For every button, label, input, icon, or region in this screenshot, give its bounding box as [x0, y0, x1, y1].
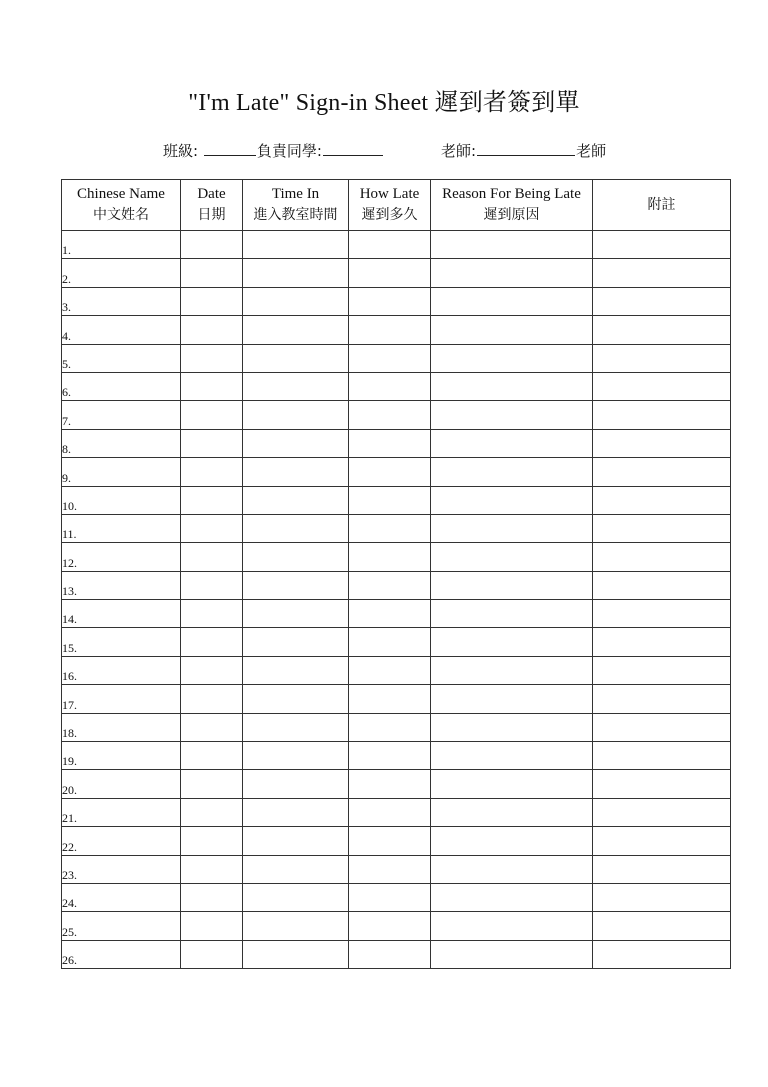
- teacher-label: 老師:: [441, 142, 477, 160]
- teacher-blank[interactable]: [477, 141, 575, 156]
- header-en: Reason For Being Late: [442, 186, 581, 202]
- reason-cell[interactable]: [431, 628, 593, 656]
- time-in-cell[interactable]: [243, 713, 349, 741]
- time-in-cell[interactable]: [243, 656, 349, 684]
- reason-cell[interactable]: [431, 458, 593, 486]
- date-cell[interactable]: [181, 486, 243, 514]
- table-row: [62, 372, 731, 400]
- how-late-cell[interactable]: [349, 316, 431, 344]
- reason-cell[interactable]: [431, 742, 593, 770]
- notes-cell[interactable]: [593, 770, 731, 798]
- header-en: Date: [197, 186, 226, 202]
- date-cell[interactable]: [181, 543, 243, 571]
- time-in-cell[interactable]: [243, 458, 349, 486]
- notes-cell[interactable]: [593, 514, 731, 542]
- time-in-cell[interactable]: [243, 685, 349, 713]
- reason-cell[interactable]: [431, 287, 593, 315]
- reason-cell[interactable]: [431, 912, 593, 940]
- date-cell[interactable]: [181, 514, 243, 542]
- header-row: [62, 180, 731, 231]
- header-notes: [593, 180, 731, 231]
- class-duty-line: [163, 140, 384, 161]
- how-late-cell[interactable]: [349, 372, 431, 400]
- table-row: [62, 259, 731, 287]
- notes-cell[interactable]: [593, 231, 731, 259]
- notes-cell[interactable]: [593, 259, 731, 287]
- time-in-cell[interactable]: [243, 770, 349, 798]
- row-number: 7.: [62, 401, 181, 429]
- date-cell[interactable]: [181, 372, 243, 400]
- sign-in-table: [61, 179, 731, 969]
- row-number: 5.: [62, 344, 181, 372]
- date-cell[interactable]: [181, 742, 243, 770]
- row-number: 14.: [62, 600, 181, 628]
- row-number: 24.: [62, 883, 181, 911]
- row-number: 15.: [62, 628, 181, 656]
- reason-cell[interactable]: [431, 486, 593, 514]
- row-number: 25.: [62, 912, 181, 940]
- notes-cell[interactable]: [593, 458, 731, 486]
- header-en: Chinese Name: [77, 186, 165, 202]
- class-label: 班級:: [163, 142, 199, 160]
- header-time-in: [243, 180, 349, 231]
- how-late-cell[interactable]: [349, 628, 431, 656]
- time-in-cell[interactable]: [243, 401, 349, 429]
- table-row: [62, 486, 731, 514]
- how-late-cell[interactable]: [349, 656, 431, 684]
- date-cell[interactable]: [181, 458, 243, 486]
- time-in-cell[interactable]: [243, 940, 349, 968]
- table-row: [62, 883, 731, 911]
- row-number: 1.: [62, 231, 181, 259]
- table-row: [62, 571, 731, 599]
- how-late-cell[interactable]: [349, 883, 431, 911]
- notes-cell[interactable]: [593, 855, 731, 883]
- header-reason: [431, 180, 593, 231]
- table-body: [62, 231, 731, 969]
- row-number: 20.: [62, 770, 181, 798]
- reason-cell[interactable]: [431, 372, 593, 400]
- notes-cell[interactable]: [593, 372, 731, 400]
- header-zh: 進入教室時間: [253, 207, 338, 223]
- row-number: 26.: [62, 940, 181, 968]
- row-number: 9.: [62, 458, 181, 486]
- notes-cell[interactable]: [593, 543, 731, 571]
- notes-cell[interactable]: [593, 827, 731, 855]
- header-zh: 日期: [197, 207, 226, 223]
- time-in-cell[interactable]: [243, 855, 349, 883]
- how-late-cell[interactable]: [349, 770, 431, 798]
- table-row: [62, 742, 731, 770]
- header-zh: 附註: [647, 196, 676, 213]
- how-late-cell[interactable]: [349, 458, 431, 486]
- notes-cell[interactable]: [593, 883, 731, 911]
- table-row: [62, 628, 731, 656]
- how-late-cell[interactable]: [349, 543, 431, 571]
- how-late-cell[interactable]: [349, 231, 431, 259]
- header-how-late: [349, 180, 431, 231]
- row-number: 6.: [62, 372, 181, 400]
- teacher-line: [441, 140, 606, 161]
- notes-cell[interactable]: [593, 742, 731, 770]
- how-late-cell[interactable]: [349, 514, 431, 542]
- reason-cell[interactable]: [431, 713, 593, 741]
- header-date: [181, 180, 243, 231]
- time-in-cell[interactable]: [243, 628, 349, 656]
- date-cell[interactable]: [181, 287, 243, 315]
- date-cell[interactable]: [181, 912, 243, 940]
- table-row: [62, 940, 731, 968]
- time-in-cell[interactable]: [243, 600, 349, 628]
- date-cell[interactable]: [181, 429, 243, 457]
- table-row: [62, 798, 731, 826]
- table-row: [62, 827, 731, 855]
- notes-cell[interactable]: [593, 571, 731, 599]
- row-number: 19.: [62, 742, 181, 770]
- row-number: 16.: [62, 656, 181, 684]
- time-in-cell[interactable]: [243, 486, 349, 514]
- date-cell[interactable]: [181, 571, 243, 599]
- notes-cell[interactable]: [593, 940, 731, 968]
- date-cell[interactable]: [181, 883, 243, 911]
- table-row: [62, 401, 731, 429]
- notes-cell[interactable]: [593, 685, 731, 713]
- date-cell[interactable]: [181, 628, 243, 656]
- table-row: [62, 656, 731, 684]
- time-in-cell[interactable]: [243, 514, 349, 542]
- date-cell[interactable]: [181, 713, 243, 741]
- time-in-cell[interactable]: [243, 543, 349, 571]
- table-row: [62, 514, 731, 542]
- header-en: How Late: [359, 186, 420, 202]
- reason-cell[interactable]: [431, 231, 593, 259]
- table-row: [62, 912, 731, 940]
- how-late-cell[interactable]: [349, 742, 431, 770]
- table-row: [62, 231, 731, 259]
- table-row: [62, 685, 731, 713]
- date-cell[interactable]: [181, 231, 243, 259]
- notes-cell[interactable]: [593, 401, 731, 429]
- how-late-cell[interactable]: [349, 940, 431, 968]
- how-late-cell[interactable]: [349, 685, 431, 713]
- row-number: 3.: [62, 287, 181, 315]
- reason-cell[interactable]: [431, 514, 593, 542]
- table-row: [62, 770, 731, 798]
- reason-cell[interactable]: [431, 883, 593, 911]
- how-late-cell[interactable]: [349, 571, 431, 599]
- notes-cell[interactable]: [593, 287, 731, 315]
- how-late-cell[interactable]: [349, 713, 431, 741]
- table-row: [62, 600, 731, 628]
- date-cell[interactable]: [181, 827, 243, 855]
- date-cell[interactable]: [181, 344, 243, 372]
- class-blank[interactable]: [204, 141, 256, 156]
- how-late-cell[interactable]: [349, 429, 431, 457]
- date-cell[interactable]: [181, 940, 243, 968]
- date-cell[interactable]: [181, 401, 243, 429]
- date-cell[interactable]: [181, 770, 243, 798]
- time-in-cell[interactable]: [243, 429, 349, 457]
- how-late-cell[interactable]: [349, 855, 431, 883]
- duty-label: 負責同學:: [256, 142, 322, 160]
- date-cell[interactable]: [181, 798, 243, 826]
- header-zh: 遲到多久: [361, 207, 418, 223]
- notes-cell[interactable]: [593, 656, 731, 684]
- table-row: [62, 429, 731, 457]
- how-late-cell[interactable]: [349, 798, 431, 826]
- notes-cell[interactable]: [593, 798, 731, 826]
- time-in-cell[interactable]: [243, 742, 349, 770]
- notes-cell[interactable]: [593, 486, 731, 514]
- reason-cell[interactable]: [431, 344, 593, 372]
- time-in-cell[interactable]: [243, 912, 349, 940]
- table-row: [62, 287, 731, 315]
- date-cell[interactable]: [181, 685, 243, 713]
- reason-cell[interactable]: [431, 316, 593, 344]
- how-late-cell[interactable]: [349, 827, 431, 855]
- row-number: 8.: [62, 429, 181, 457]
- notes-cell[interactable]: [593, 316, 731, 344]
- notes-cell[interactable]: [593, 344, 731, 372]
- row-number: 11.: [62, 514, 181, 542]
- reason-cell[interactable]: [431, 401, 593, 429]
- time-in-cell[interactable]: [243, 231, 349, 259]
- date-cell[interactable]: [181, 600, 243, 628]
- notes-cell[interactable]: [593, 912, 731, 940]
- how-late-cell[interactable]: [349, 287, 431, 315]
- how-late-cell[interactable]: [349, 600, 431, 628]
- time-in-cell[interactable]: [243, 372, 349, 400]
- time-in-cell[interactable]: [243, 316, 349, 344]
- header-chinese-name: [62, 180, 181, 231]
- row-number: 23.: [62, 855, 181, 883]
- reason-cell[interactable]: [431, 855, 593, 883]
- row-number: 21.: [62, 798, 181, 826]
- table-row: [62, 458, 731, 486]
- table-row: [62, 543, 731, 571]
- how-late-cell[interactable]: [349, 259, 431, 287]
- table-row: [62, 316, 731, 344]
- reason-cell[interactable]: [431, 940, 593, 968]
- row-number: 10.: [62, 486, 181, 514]
- time-in-cell[interactable]: [243, 344, 349, 372]
- duty-blank[interactable]: [323, 141, 383, 156]
- reason-cell[interactable]: [431, 685, 593, 713]
- time-in-cell[interactable]: [243, 571, 349, 599]
- reason-cell[interactable]: [431, 770, 593, 798]
- notes-cell[interactable]: [593, 628, 731, 656]
- reason-cell[interactable]: [431, 798, 593, 826]
- header-zh: 中文姓名: [93, 207, 149, 223]
- row-number: 4.: [62, 316, 181, 344]
- row-number: 12.: [62, 543, 181, 571]
- time-in-cell[interactable]: [243, 259, 349, 287]
- time-in-cell[interactable]: [243, 287, 349, 315]
- reason-cell[interactable]: [431, 656, 593, 684]
- row-number: 2.: [62, 259, 181, 287]
- row-number: 22.: [62, 827, 181, 855]
- how-late-cell[interactable]: [349, 401, 431, 429]
- time-in-cell[interactable]: [243, 798, 349, 826]
- date-cell[interactable]: [181, 259, 243, 287]
- date-cell[interactable]: [181, 855, 243, 883]
- table-row: [62, 344, 731, 372]
- table-row: [62, 855, 731, 883]
- notes-cell[interactable]: [593, 713, 731, 741]
- page-title: "I'm Late" Sign-in Sheet 遲到者簽到單: [188, 90, 580, 116]
- row-number: 17.: [62, 685, 181, 713]
- how-late-cell[interactable]: [349, 344, 431, 372]
- time-in-cell[interactable]: [243, 827, 349, 855]
- row-number: 18.: [62, 713, 181, 741]
- header-en: Time In: [271, 186, 320, 202]
- reason-cell[interactable]: [431, 827, 593, 855]
- notes-cell[interactable]: [593, 429, 731, 457]
- notes-cell[interactable]: [593, 600, 731, 628]
- date-cell[interactable]: [181, 316, 243, 344]
- how-late-cell[interactable]: [349, 486, 431, 514]
- reason-cell[interactable]: [431, 543, 593, 571]
- header-zh: 遲到原因: [483, 207, 540, 223]
- row-number: 13.: [62, 571, 181, 599]
- teacher-suffix: 老師: [576, 142, 607, 160]
- date-cell[interactable]: [181, 656, 243, 684]
- reason-cell[interactable]: [431, 429, 593, 457]
- reason-cell[interactable]: [431, 571, 593, 599]
- reason-cell[interactable]: [431, 259, 593, 287]
- how-late-cell[interactable]: [349, 912, 431, 940]
- table-row: [62, 713, 731, 741]
- time-in-cell[interactable]: [243, 883, 349, 911]
- reason-cell[interactable]: [431, 600, 593, 628]
